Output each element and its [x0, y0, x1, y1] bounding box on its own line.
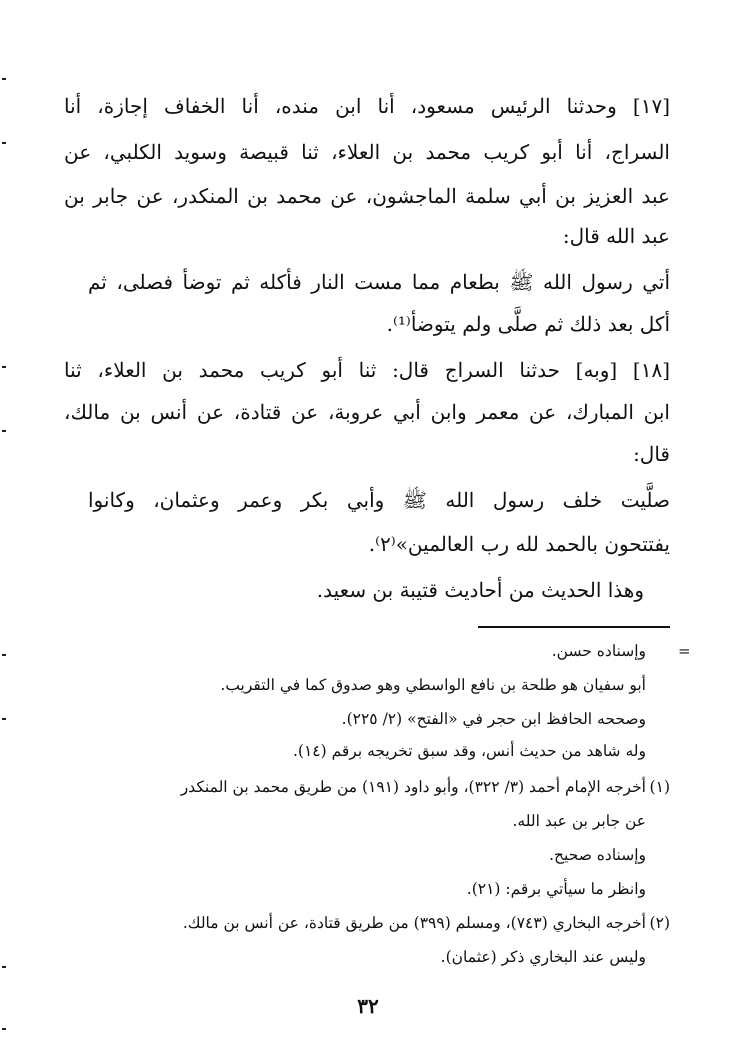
hadith-17-line-4: عبد الله قال:: [562, 224, 670, 248]
matn-17-line-1: أتي رسول الله ﷺ بطعام مما مست النار فأكله ثم توضأ فصلى، ثم: [88, 270, 670, 294]
hadith-17-line-1: [١٧] وحدثنا الرئيس مسعود، أنا ابن منده، أنا الخفاف إجازة، أنا: [64, 94, 670, 118]
continuation-mark: =: [678, 642, 691, 660]
footnote-separator: [478, 626, 670, 628]
footnote-2-number: (٢): [649, 914, 670, 932]
footnote-2-line-2: وليس عند البخاري ذكر (عثمان).: [440, 948, 646, 966]
scan-mark: [2, 78, 6, 80]
footnote-1-line-1: أخرجه الإمام أحمد (٣/ ٣٢٢)، وأبو داود (١٩١) من طريق محمد بن المنكدر: [180, 778, 646, 796]
scan-mark: [2, 430, 6, 432]
hadith-17-line-3: عبد العزيز بن أبي سلمة الماجشون، عن محمد بن المنكدر، عن جابر بن: [64, 184, 670, 208]
matn-18-line-1: صلَّيت خلف رسول الله ﷺ وأبي بكر وعمر وعثمان، وكانوا: [88, 488, 670, 512]
scan-mark: [2, 966, 6, 968]
footnote-2-line-1: أخرجه البخاري (٧٤٣)، ومسلم (٣٩٩) من طريق قتادة، عن أنس بن مالك.: [182, 914, 646, 932]
matn-17-line-2: أكل بعد ذلك ثم صلَّى ولم يتوضأ⁽¹⁾.: [386, 312, 670, 336]
hadith-18-line-1: [١٨] [وبه] حدثنا السراج قال: ثنا أبو كريب محمد بن العلاء، ثنا: [64, 358, 670, 382]
scan-mark: [2, 1028, 6, 1030]
scan-mark: [2, 142, 6, 144]
footnote-cont-line-3: وصححه الحافظ ابن حجر في «الفتح» (٢/ ٢٢٥).: [341, 710, 646, 728]
scan-mark: [2, 718, 6, 720]
scan-mark: [2, 654, 6, 656]
footnote-1-line-4: وانظر ما سيأتي برقم: (٢١).: [466, 880, 646, 898]
scan-mark: [2, 366, 6, 368]
footnote-1-line-3: وإسناده صحيح.: [549, 846, 646, 864]
footnote-cont-line-2: أبو سفيان هو طلحة بن نافع الواسطي وهو صدوق كما في التقريب.: [220, 676, 646, 694]
footnote-cont-line-4: وله شاهد من حديث أنس، وقد سبق تخريجه برقم (١٤).: [292, 742, 646, 760]
page-number: ٣٢: [357, 994, 379, 1018]
footnote-1-line-2: عن جابر بن عبد الله.: [512, 812, 646, 830]
hadith-18-line-2: ابن المبارك، عن معمر وابن أبي عروبة، عن قتادة، عن أنس بن مالك،: [64, 400, 670, 424]
matn-18-line-2: يفتتحون بالحمد لله رب العالمين»⁽٢⁾.: [368, 532, 670, 556]
closing-note: وهذا الحديث من أحاديث قتيبة بن سعيد.: [316, 578, 644, 602]
footnote-cont-line-1: وإسناده حسن.: [551, 642, 646, 660]
hadith-17-line-2: السراج، أنا أبو كريب محمد بن العلاء، ثنا قبيصة وسويد الكلبي، عن: [64, 140, 670, 164]
footnote-1-number: (١): [649, 778, 670, 796]
hadith-18-line-3: قال:: [633, 442, 670, 466]
